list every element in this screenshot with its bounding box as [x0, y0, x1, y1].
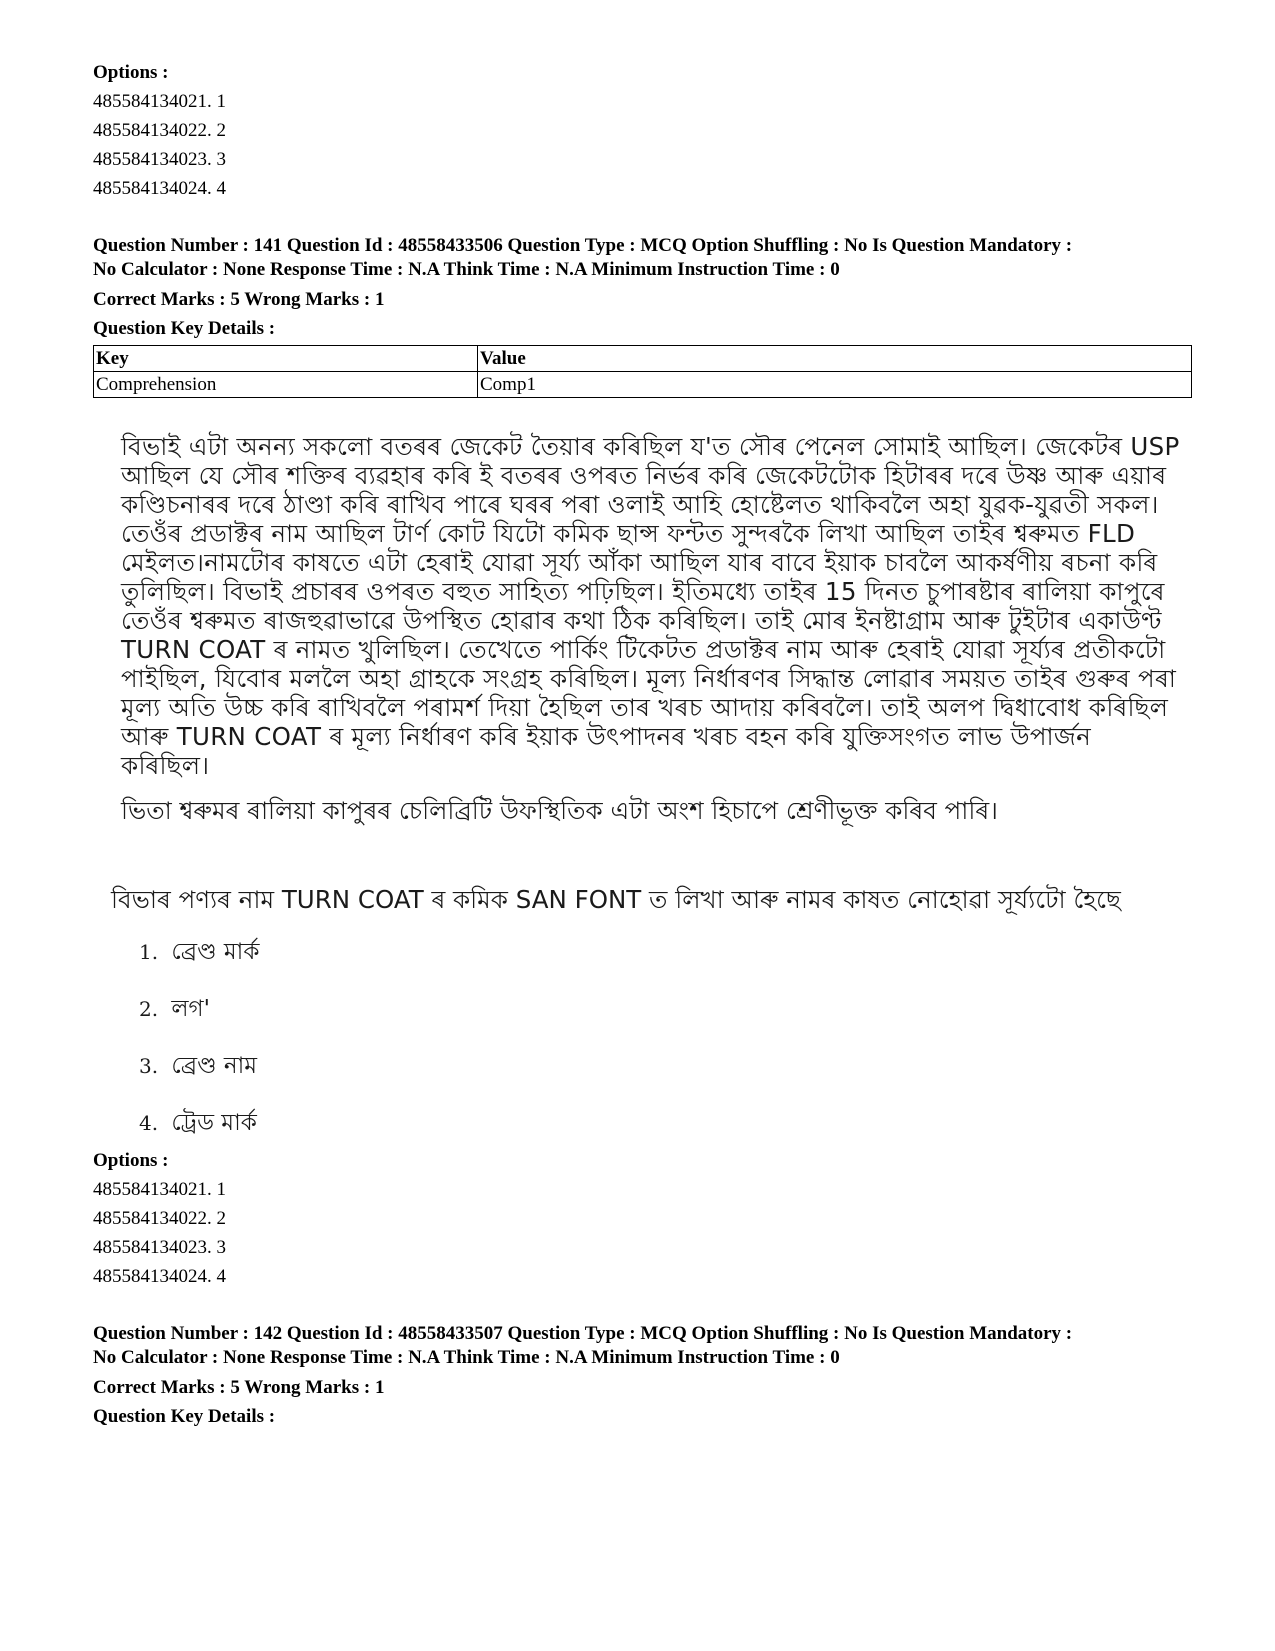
option-item: 485584134023. 3	[93, 1237, 226, 1258]
answer-choice	[139, 1108, 1183, 1146]
question-meta-line: Question Number : 141 Question Id : 48558433506 Question Type : MCQ Option Shuffling : No Is Question Mandatory :	[93, 235, 1073, 256]
answer-choice	[139, 994, 1183, 1051]
option-item: 485584134022. 2	[93, 1208, 226, 1229]
comprehension-passage: বিভাই এটা অনন্য সকলো বতৰৰ জেকেট তৈয়াৰ কৰিছিল য'ত সৌৰ পেনেল সোমাই আছিল। জেকেটৰ USP আছিল যে সৌৰ শক্তিৰ ব্যৱহাৰ কৰি ই বতৰৰ ওপৰত নিৰ্ভৰ কৰি জেকেটটোক হিটাৰৰ দৰে উষ্ণ আৰু এয়াৰ কণ্ডিচনাৰৰ দৰে ঠাণ্ডা কৰি ৰাখিব পাৰে ঘৰৰ পৰা ওলাই আহি হোষ্টেলত থাকিবলৈ অহা যুৱক-যুৱতী সকল। তেওঁৰ প্ৰডাক্টৰ নাম আছিল টাৰ্ণ কোট যিটো কমিক ছান্স ফন্টত সুন্দৰকৈ লিখা আছিল তাইৰ শ্বৰুমত FLD মেইলত।নামটোৰ কাষতে এটা হেৰাই যোৱা সূৰ্য্য আঁকা আছিল যাৰ বাবে ইয়াক চাবলৈ আকৰ্ষণীয় ৰচনা কৰি তুলিছিল। বিভাই প্ৰচাৰৰ ওপৰত বহুত সাহিত্য পঢ়িছিল। ইতিমধ্যে তাইৰ 15 দিনত চুপাৰষ্টাৰ ৰালিয়া কাপুৰে তেওঁৰ শ্বৰুমত ৰাজহুৱাভাৱে উপস্থিত হোৱাৰ কথা ঠিক কৰিছিল। তাই মোৰ ইনষ্টাগ্ৰাম আৰু টুইটাৰ একাউণ্ট TURN COAT ৰ নামত খুলিছিল। তেখেতে পাৰ্কিং টিকেটত প্ৰডাক্টৰ নাম আৰু হেৰাই যোৱা সূৰ্য্যৰ প্ৰতীকটো পাইছিল, যিবোৰ মললৈ অহা গ্ৰাহকে সংগ্ৰহ কৰিছিল। মূল্য নিৰ্ধাৰণৰ সিদ্ধান্ত লোৱাৰ সময়ত তাইৰ গুৰুৰ পৰা মূল্য অতি উচ্চ কৰি ৰাখিবলৈ পৰামৰ্শ দিয়া হৈছিল তাৰ খৰচ আদায় কৰিবলৈ। তাই অলপ দ্বিধাবোধ কৰিছিল আৰু TURN COAT ৰ মূল্য নিৰ্ধাৰণ কৰি ইয়াক উৎপাদনৰ খৰচ বহন কৰি যুক্তিসংগত লাভ উপাৰ্জন কৰিছিল।	[121, 432, 1180, 780]
table-header-value: Value	[478, 346, 1192, 372]
option-item: 485584134021. 1	[93, 1179, 226, 1200]
options-heading: Options :	[93, 1150, 169, 1171]
option-item: 485584134023. 3	[93, 149, 226, 170]
option-item: 485584134022. 2	[93, 120, 226, 141]
option-item: 485584134021. 1	[93, 91, 226, 112]
choice-number: 2.	[139, 997, 159, 1021]
question-meta-line: Question Number : 142 Question Id : 48558433507 Question Type : MCQ Option Shuffling : No Is Question Mandatory :	[93, 1323, 1073, 1344]
table-header-key: Key	[94, 346, 478, 372]
choice-number: 1.	[139, 940, 159, 964]
marks-line: Correct Marks : 5 Wrong Marks : 1	[93, 289, 385, 310]
option-item: 485584134024. 4	[93, 1266, 226, 1287]
table-cell-value: Comp1	[478, 372, 1192, 398]
passage-statement: ভিতা শ্বৰুমৰ ৰালিয়া কাপুৰৰ চেলিব্ৰিটি উফস্থিতিক এটা অংশ হিচাপে শ্ৰেণীভূক্ত কৰিব পাৰি।	[121, 796, 998, 825]
table-row	[94, 372, 1192, 398]
marks-line: Correct Marks : 5 Wrong Marks : 1	[93, 1377, 385, 1398]
answer-choice	[139, 1051, 1183, 1108]
document-page	[93, 58, 1183, 1431]
answer-choices	[139, 937, 1183, 1146]
question-text: বিভাৰ পণ্যৰ নাম TURN COAT ৰ কমিক SAN FONT ত লিখা আৰু নামৰ কাষত নোহোৱা সূৰ্য্যটো হৈছে	[111, 885, 1121, 914]
choice-text: ব্ৰেণ্ড মাৰ্ক	[171, 939, 260, 965]
choice-text: ট্ৰেড মাৰ্ক	[171, 1110, 257, 1136]
options-heading: Options :	[93, 62, 169, 83]
key-details-table	[93, 345, 1192, 398]
key-details-heading: Question Key Details :	[93, 1406, 276, 1427]
question-meta-line: No Calculator : None Response Time : N.A Think Time : N.A Minimum Instruction Time : 0	[93, 259, 840, 280]
option-item: 485584134024. 4	[93, 178, 226, 199]
choice-number: 4.	[139, 1111, 159, 1135]
answer-choice	[139, 937, 1183, 994]
question-meta-line: No Calculator : None Response Time : N.A Think Time : N.A Minimum Instruction Time : 0	[93, 1347, 840, 1368]
key-details-heading: Question Key Details :	[93, 318, 276, 339]
choice-text: ব্ৰেণ্ড নাম	[171, 1053, 258, 1079]
choice-number: 3.	[139, 1054, 159, 1078]
table-header-row	[94, 346, 1192, 372]
table-cell-key: Comprehension	[94, 372, 478, 398]
choice-text: লগ'	[171, 996, 210, 1022]
